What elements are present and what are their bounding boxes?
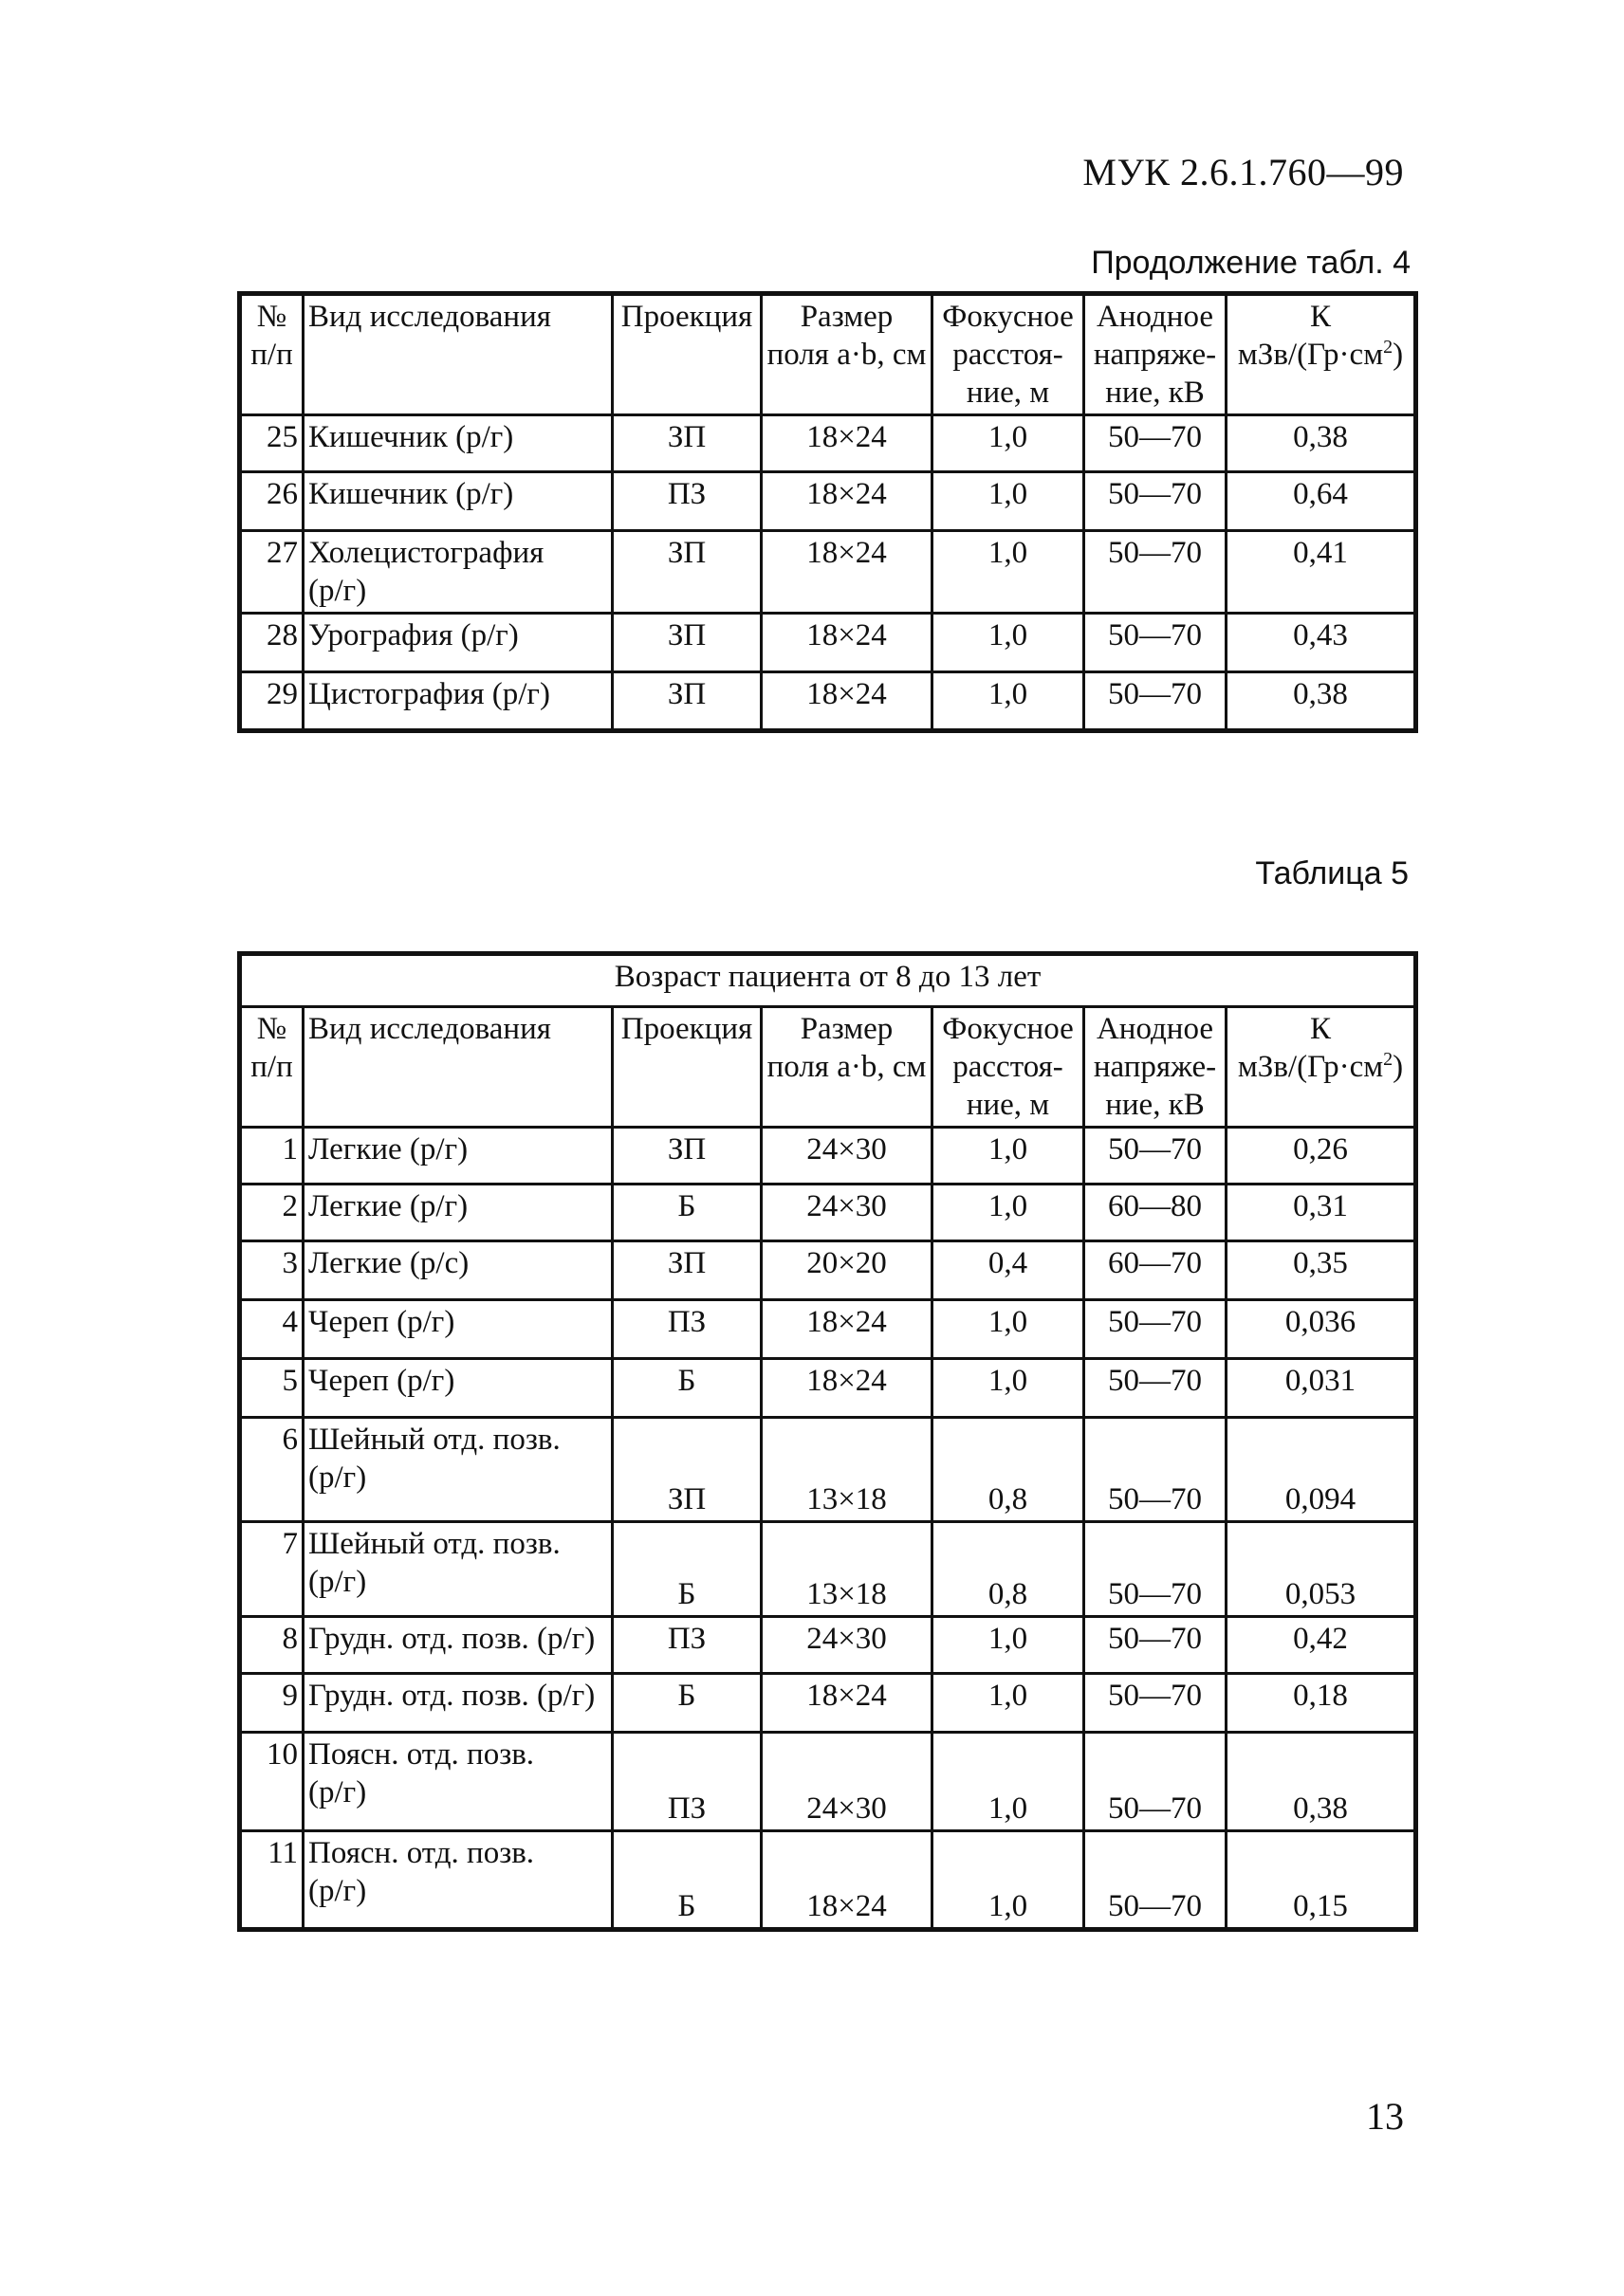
table-row bbox=[240, 1418, 1416, 1522]
table-row bbox=[240, 1359, 1416, 1418]
cell-line: Фокусное bbox=[942, 1012, 1074, 1046]
table-row bbox=[240, 1185, 1416, 1241]
focus-value: 1,0 bbox=[932, 1128, 1084, 1185]
cell-line: напряже- bbox=[1093, 1050, 1217, 1084]
k-value: 0,26 bbox=[1227, 1128, 1416, 1185]
cell-line: Череп (р/г) bbox=[308, 1305, 455, 1339]
voltage-value: 50—70 bbox=[1084, 1733, 1227, 1831]
projection-value: Б bbox=[613, 1522, 762, 1617]
size-value: 18×24 bbox=[762, 1674, 932, 1733]
table-row bbox=[240, 672, 1416, 731]
focus-value: 0,8 bbox=[932, 1418, 1084, 1522]
cell-line: п/п bbox=[250, 338, 293, 372]
header-row bbox=[240, 294, 1416, 415]
k-value: 0,35 bbox=[1227, 1241, 1416, 1300]
voltage-value: 50—70 bbox=[1084, 1674, 1227, 1733]
cell-line: Грудн. отд. позв. (р/г) bbox=[308, 1622, 596, 1656]
cell-line: (р/г) bbox=[308, 1460, 367, 1495]
projection-value: Б bbox=[613, 1674, 762, 1733]
k-value: 0,036 bbox=[1227, 1300, 1416, 1359]
k-value: 0,18 bbox=[1227, 1674, 1416, 1733]
table4-caption: Продолжение табл. 4 bbox=[1091, 245, 1411, 281]
k-value: 0,64 bbox=[1227, 472, 1416, 531]
study-type bbox=[304, 1300, 613, 1359]
cell-line: Поясн. отд. позв. bbox=[308, 1737, 535, 1772]
row-number: 2 bbox=[240, 1185, 304, 1241]
study-type bbox=[304, 1128, 613, 1185]
cell-line: (р/г) bbox=[308, 1775, 367, 1809]
table-row bbox=[240, 1522, 1416, 1617]
voltage-value: 50—70 bbox=[1084, 472, 1227, 531]
row-number: 28 bbox=[240, 614, 304, 672]
table-row bbox=[240, 1128, 1416, 1185]
col-header-focus bbox=[932, 1007, 1084, 1128]
col-header-num bbox=[240, 294, 304, 415]
col-header-size bbox=[762, 294, 932, 415]
row-number: 26 bbox=[240, 472, 304, 531]
cell-line: Анодное bbox=[1096, 300, 1214, 334]
projection-value: ЗП bbox=[613, 1128, 762, 1185]
cell-line: ) bbox=[1393, 338, 1404, 372]
focus-value: 0,8 bbox=[932, 1522, 1084, 1617]
cell-line: мЗв/(Гр·см bbox=[1237, 1050, 1384, 1084]
k-value: 0,031 bbox=[1227, 1359, 1416, 1418]
k-value: 0,38 bbox=[1227, 1733, 1416, 1831]
voltage-value: 50—70 bbox=[1084, 531, 1227, 614]
study-type bbox=[304, 1241, 613, 1300]
cell-line: Шейный отд. позв. bbox=[308, 1527, 561, 1561]
study-type bbox=[304, 415, 613, 472]
table-row bbox=[240, 1617, 1416, 1674]
voltage-value: 50—70 bbox=[1084, 1522, 1227, 1617]
cell-line: мЗв/(Гр·см bbox=[1237, 338, 1384, 372]
col-header-focus bbox=[932, 294, 1084, 415]
size-value: 18×24 bbox=[762, 1831, 932, 1930]
k-value: 0,094 bbox=[1227, 1418, 1416, 1522]
k-value: 0,15 bbox=[1227, 1831, 1416, 1930]
col-header-size bbox=[762, 1007, 932, 1128]
cell-line: Размер bbox=[800, 1012, 894, 1046]
row-number: 6 bbox=[240, 1418, 304, 1522]
size-value: 18×24 bbox=[762, 415, 932, 472]
row-number: 7 bbox=[240, 1522, 304, 1617]
k-value: 0,43 bbox=[1227, 614, 1416, 672]
row-number: 27 bbox=[240, 531, 304, 614]
projection-value: ЗП bbox=[613, 672, 762, 731]
projection-value: ЗП bbox=[613, 1418, 762, 1522]
study-type bbox=[304, 672, 613, 731]
study-type bbox=[304, 1674, 613, 1733]
size-value: 18×24 bbox=[762, 531, 932, 614]
size-value: 24×30 bbox=[762, 1185, 932, 1241]
cell-line: Грудн. отд. позв. (р/г) bbox=[308, 1679, 596, 1713]
study-type bbox=[304, 1522, 613, 1617]
cell-line: Поясн. отд. позв. bbox=[308, 1836, 535, 1870]
cell-line: Легкие (р/г) bbox=[308, 1132, 469, 1166]
k-value: 0,42 bbox=[1227, 1617, 1416, 1674]
study-type bbox=[304, 1418, 613, 1522]
col-header-k bbox=[1227, 294, 1416, 415]
row-number: 5 bbox=[240, 1359, 304, 1418]
cell-line: ние, кВ bbox=[1105, 376, 1205, 410]
study-type bbox=[304, 614, 613, 672]
projection-value: Б bbox=[613, 1359, 762, 1418]
table-4 bbox=[237, 291, 1418, 733]
focus-value: 1,0 bbox=[932, 1831, 1084, 1930]
projection-value: ПЗ bbox=[613, 1733, 762, 1831]
size-value: 24×30 bbox=[762, 1128, 932, 1185]
table-row bbox=[240, 1733, 1416, 1831]
voltage-value: 50—70 bbox=[1084, 1617, 1227, 1674]
row-number: 11 bbox=[240, 1831, 304, 1930]
study-type bbox=[304, 1359, 613, 1418]
header-row bbox=[240, 1007, 1416, 1128]
table-row bbox=[240, 1674, 1416, 1733]
study-type bbox=[304, 1185, 613, 1241]
projection-value: ЗП bbox=[613, 614, 762, 672]
table-row bbox=[240, 614, 1416, 672]
cell-line: Череп (р/г) bbox=[308, 1364, 455, 1398]
cell-line: К bbox=[1310, 1012, 1332, 1046]
cell-line: напряже- bbox=[1093, 338, 1217, 372]
cell-line: Размер bbox=[800, 300, 894, 334]
projection-value: Б bbox=[613, 1831, 762, 1930]
projection-value: Б bbox=[613, 1185, 762, 1241]
cell-line: Легкие (р/с) bbox=[308, 1246, 470, 1280]
cell-line: поля a·b, см bbox=[766, 338, 927, 372]
table-row bbox=[240, 415, 1416, 472]
voltage-value: 60—70 bbox=[1084, 1241, 1227, 1300]
voltage-value: 50—70 bbox=[1084, 614, 1227, 672]
size-value: 24×30 bbox=[762, 1733, 932, 1831]
k-value: 0,31 bbox=[1227, 1185, 1416, 1241]
cell-line: расстоя- bbox=[952, 1050, 1063, 1084]
study-type bbox=[304, 1733, 613, 1831]
row-number: 10 bbox=[240, 1733, 304, 1831]
document-code: МУК 2.6.1.760—99 bbox=[1082, 151, 1404, 193]
col-header-voltage bbox=[1084, 294, 1227, 415]
k-value: 0,41 bbox=[1227, 531, 1416, 614]
size-value: 18×24 bbox=[762, 614, 932, 672]
row-number: 4 bbox=[240, 1300, 304, 1359]
study-type bbox=[304, 531, 613, 614]
col-header-projection: Проекция bbox=[613, 294, 762, 415]
table-row bbox=[240, 531, 1416, 614]
focus-value: 0,4 bbox=[932, 1241, 1084, 1300]
table-row bbox=[240, 1831, 1416, 1930]
cell-line: Кишечник (р/г) bbox=[308, 420, 514, 454]
row-number: 29 bbox=[240, 672, 304, 731]
focus-value: 1,0 bbox=[932, 1359, 1084, 1418]
cell-line: (р/г) bbox=[308, 1874, 367, 1908]
voltage-value: 50—70 bbox=[1084, 415, 1227, 472]
table-row bbox=[240, 1300, 1416, 1359]
cell-line: п/п bbox=[250, 1050, 293, 1084]
voltage-value: 50—70 bbox=[1084, 672, 1227, 731]
cell-line: Цистография (р/г) bbox=[308, 677, 550, 711]
cell-line: № bbox=[256, 1012, 287, 1046]
voltage-value: 50—70 bbox=[1084, 1831, 1227, 1930]
cell-line: Шейный отд. позв. bbox=[308, 1423, 561, 1457]
study-type bbox=[304, 1831, 613, 1930]
cell-line: ние, кВ bbox=[1105, 1088, 1205, 1122]
cell-line: Холецистография bbox=[308, 536, 544, 570]
projection-value: ПЗ bbox=[613, 1617, 762, 1674]
col-header-type: Вид исследования bbox=[304, 294, 613, 415]
focus-value: 1,0 bbox=[932, 614, 1084, 672]
k-value: 0,38 bbox=[1227, 672, 1416, 731]
cell-line: Анодное bbox=[1096, 1012, 1214, 1046]
size-value: 24×30 bbox=[762, 1617, 932, 1674]
focus-value: 1,0 bbox=[932, 1617, 1084, 1674]
cell-line: поля a·b, см bbox=[766, 1050, 927, 1084]
focus-value: 1,0 bbox=[932, 1185, 1084, 1241]
size-value: 18×24 bbox=[762, 672, 932, 731]
voltage-value: 60—80 bbox=[1084, 1185, 1227, 1241]
projection-value: ЗП bbox=[613, 531, 762, 614]
voltage-value: 50—70 bbox=[1084, 1300, 1227, 1359]
group-header-row bbox=[240, 954, 1416, 1007]
size-value: 13×18 bbox=[762, 1418, 932, 1522]
age-group-header: Возраст пациента от 8 до 13 лет bbox=[240, 954, 1416, 1007]
projection-value: ПЗ bbox=[613, 472, 762, 531]
study-type bbox=[304, 472, 613, 531]
col-header-k bbox=[1227, 1007, 1416, 1128]
table-row bbox=[240, 1241, 1416, 1300]
superscript: 2 bbox=[1383, 337, 1393, 358]
size-value: 18×24 bbox=[762, 1359, 932, 1418]
table5-caption: Таблица 5 bbox=[1255, 855, 1409, 891]
cell-line: Кишечник (р/г) bbox=[308, 477, 514, 511]
col-header-projection: Проекция bbox=[613, 1007, 762, 1128]
focus-value: 1,0 bbox=[932, 415, 1084, 472]
size-value: 18×24 bbox=[762, 1300, 932, 1359]
focus-value: 1,0 bbox=[932, 531, 1084, 614]
superscript: 2 bbox=[1383, 1049, 1393, 1070]
cell-line: (р/г) bbox=[308, 574, 367, 608]
cell-line: Фокусное bbox=[942, 300, 1074, 334]
table-row bbox=[240, 472, 1416, 531]
k-value: 0,38 bbox=[1227, 415, 1416, 472]
voltage-value: 50—70 bbox=[1084, 1418, 1227, 1522]
cell-line: Урография (р/г) bbox=[308, 618, 519, 652]
row-number: 1 bbox=[240, 1128, 304, 1185]
cell-line: расстоя- bbox=[952, 338, 1063, 372]
cell-line: ние, м bbox=[966, 376, 1050, 410]
focus-value: 1,0 bbox=[932, 472, 1084, 531]
row-number: 8 bbox=[240, 1617, 304, 1674]
col-header-num bbox=[240, 1007, 304, 1128]
col-header-type: Вид исследования bbox=[304, 1007, 613, 1128]
cell-line: (р/г) bbox=[308, 1565, 367, 1599]
k-value: 0,053 bbox=[1227, 1522, 1416, 1617]
size-value: 13×18 bbox=[762, 1522, 932, 1617]
projection-value: ПЗ bbox=[613, 1300, 762, 1359]
study-type bbox=[304, 1617, 613, 1674]
voltage-value: 50—70 bbox=[1084, 1359, 1227, 1418]
table-5 bbox=[237, 951, 1418, 1932]
focus-value: 1,0 bbox=[932, 1300, 1084, 1359]
page-number: 13 bbox=[1366, 2095, 1404, 2138]
row-number: 9 bbox=[240, 1674, 304, 1733]
cell-line: Легкие (р/г) bbox=[308, 1189, 469, 1223]
projection-value: ЗП bbox=[613, 415, 762, 472]
projection-value: ЗП bbox=[613, 1241, 762, 1300]
cell-line: ние, м bbox=[966, 1088, 1050, 1122]
col-header-voltage bbox=[1084, 1007, 1227, 1128]
cell-line: К bbox=[1309, 300, 1331, 334]
row-number: 25 bbox=[240, 415, 304, 472]
cell-line: ) bbox=[1393, 1050, 1404, 1084]
focus-value: 1,0 bbox=[932, 1674, 1084, 1733]
size-value: 18×24 bbox=[762, 472, 932, 531]
focus-value: 1,0 bbox=[932, 1733, 1084, 1831]
size-value: 20×20 bbox=[762, 1241, 932, 1300]
voltage-value: 50—70 bbox=[1084, 1128, 1227, 1185]
cell-line: № bbox=[256, 300, 287, 334]
row-number: 3 bbox=[240, 1241, 304, 1300]
focus-value: 1,0 bbox=[932, 672, 1084, 731]
